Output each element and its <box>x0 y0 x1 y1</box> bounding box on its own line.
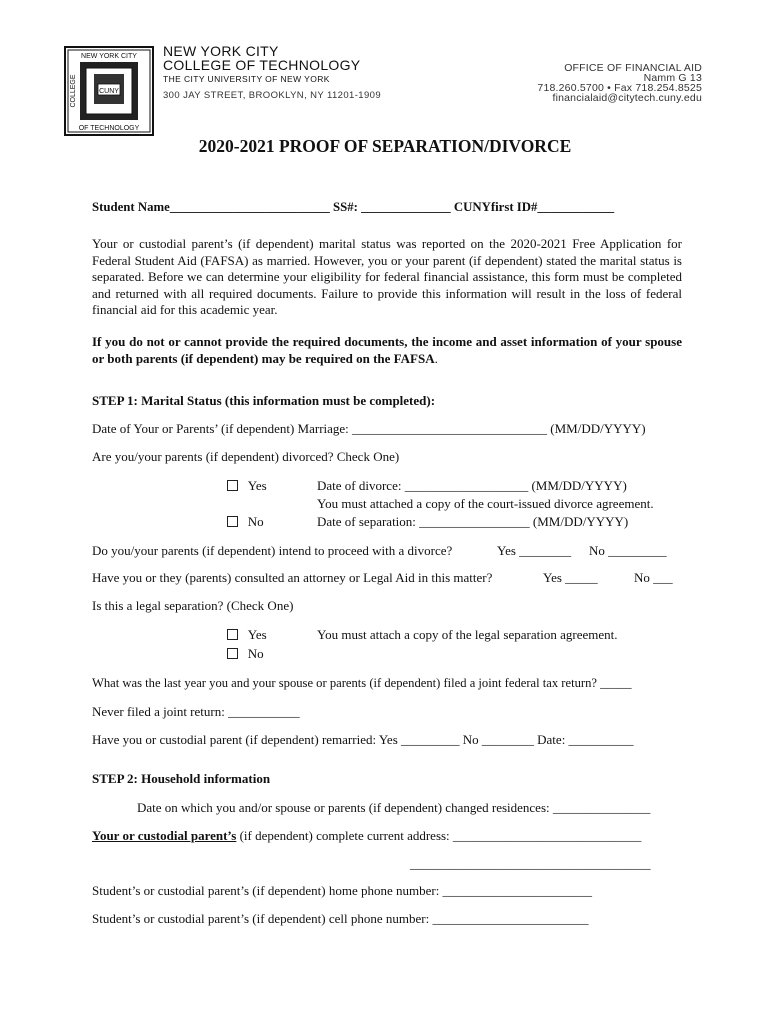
divorce-date-field[interactable]: Date of divorce: ___________________ (MM/DD/YYYY) <box>317 478 627 493</box>
remarried-field[interactable]: Have you or custodial parent (if dependent) remarried: Yes _________ No ________ Date: __________ <box>92 732 634 747</box>
intend-yes-field[interactable]: Yes ________ <box>497 543 572 558</box>
legal-yes-label: Yes <box>247 627 267 642</box>
office-name: OFFICE OF FINANCIAL AID <box>564 62 702 74</box>
legal-yes-checkbox[interactable] <box>227 629 238 640</box>
residence-change-field[interactable]: Date on which you and/or spouse or parents (if dependent) changed residences: _______________ <box>137 800 651 815</box>
legal-yes-option[interactable] <box>227 627 267 643</box>
warning-period: . <box>434 350 438 366</box>
separation-date-field[interactable]: Date of separation: _________________ (MM/DD/YYYY) <box>317 514 629 529</box>
intend-divorce-question: Do you/your parents (if dependent) intend to proceed with a divorce? <box>92 543 453 558</box>
form-title: 2020-2021 PROOF OF SEPARATION/DIVORCE <box>198 136 572 156</box>
current-address-field[interactable] <box>92 828 641 844</box>
legal-no-option[interactable] <box>227 646 264 662</box>
street-address: 300 JAY STREET, BROOKLYN, NY 11201-1909 <box>163 90 382 101</box>
joint-return-field[interactable]: What was the last year you and your spouse or parents (if dependent) filed a joint federal tax return? _____ <box>92 676 632 690</box>
address-rest: (if dependent) complete current address: _____________________________ <box>236 828 642 843</box>
legal-separation-question: Is this a legal separation? (Check One) <box>92 598 294 613</box>
address-underlined-label: Your or custodial parent’s <box>92 828 237 843</box>
seal-ring-left: COLLEGE <box>70 74 77 108</box>
marriage-date-field[interactable]: Date of Your or Parents’ (if dependent) Marriage: ______________________________ (MM/DD/YYYY) <box>92 421 646 436</box>
warning-paragraph <box>92 334 682 367</box>
intend-no-field[interactable]: No _________ <box>589 543 667 558</box>
office-phone-fax: 718.260.5700 • Fax 718.254.8525 <box>537 82 702 94</box>
intro-paragraph: Your or custodial parent’s (if dependent) marital status was reported on the 2020-2021 Free Application for Federal Student Aid (FAFSA) as married. However, you or your parent (if dependent) stated the marital status is separated. Before we can determine your eligibility for federal financial assistance, this form must be completed and returned with all required documents. Failure to provide this information will result in the loss of federal financial aid for this academic year. <box>92 236 682 317</box>
legal-no-label: No <box>247 646 264 661</box>
college-seal-logo <box>64 46 154 136</box>
divorced-no-label: No <box>247 514 264 529</box>
student-info-line[interactable]: Student Name_________________________ SS#: ______________ CUNYfirst ID#____________ <box>92 200 615 214</box>
address-line2-field[interactable]: _____________________________________ <box>410 856 651 871</box>
divorced-yes-option[interactable] <box>227 478 267 494</box>
seal-ring-top: NEW YORK CITY <box>81 53 137 60</box>
seal-center-text: CUNY <box>99 88 119 95</box>
seal-ring-bottom: OF TECHNOLOGY <box>78 125 140 132</box>
school-name-line2: COLLEGE OF TECHNOLOGY <box>163 57 361 73</box>
divorced-yes-label: Yes <box>247 478 267 493</box>
home-phone-field[interactable]: Student’s or custodial parent’s (if dependent) home phone number: _______________________ <box>92 883 593 898</box>
cell-phone-field[interactable]: Student’s or custodial parent’s (if dependent) cell phone number: ________________________ <box>92 911 589 926</box>
school-name-line1: NEW YORK CITY <box>163 43 279 59</box>
divorced-no-checkbox[interactable] <box>227 516 238 527</box>
attorney-question: Have you or they (parents) consulted an attorney or Legal Aid in this matter? <box>92 570 493 585</box>
warning-text: If you do not or cannot provide the required documents, the income and asset information of your spouse or both parents (if dependent) may be required on the FAFSA <box>92 334 682 366</box>
office-email: financialaid@citytech.cuny.edu <box>552 92 702 104</box>
legal-separation-note: You must attach a copy of the legal separation agreement. <box>317 627 618 642</box>
never-filed-field[interactable]: Never filed a joint return: ___________ <box>92 704 300 719</box>
attorney-no-field[interactable]: No ___ <box>634 570 673 585</box>
divorced-no-option[interactable] <box>227 514 264 530</box>
attorney-yes-field[interactable]: Yes _____ <box>543 570 598 585</box>
divorce-agreement-note: You must attached a copy of the court-issued divorce agreement. <box>317 496 654 511</box>
divorced-question: Are you/your parents (if dependent) divorced? Check One) <box>92 449 400 464</box>
step1-heading: STEP 1: Marital Status (this information must be completed): <box>92 393 436 408</box>
university-name: THE CITY UNIVERSITY OF NEW YORK <box>163 74 330 84</box>
legal-no-checkbox[interactable] <box>227 648 238 659</box>
office-room: Namm G 13 <box>643 72 702 84</box>
divorced-yes-checkbox[interactable] <box>227 480 238 491</box>
step2-heading: STEP 2: Household information <box>92 771 271 786</box>
